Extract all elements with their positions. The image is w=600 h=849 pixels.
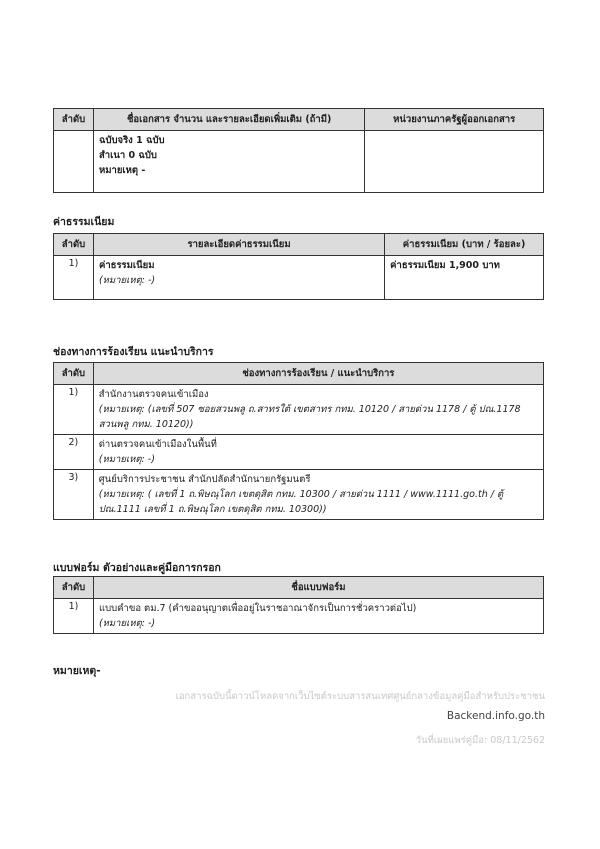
header-form-name: ชื่อแบบฟอร์ม	[93, 577, 543, 599]
fees-section-title: ค่าธรรมเนียม	[53, 216, 115, 228]
footer-site: Backend.info.go.th	[446, 710, 545, 722]
channel-note: (หมายเหตุ: -)	[98, 454, 155, 465]
channel-cell	[93, 435, 543, 470]
issuing-agency	[365, 131, 544, 193]
table-row	[54, 470, 544, 520]
copy-count: สำเนา 0 ฉบับ	[98, 150, 157, 161]
header-fee-amount: ค่าธรรมเนียม (บาท / ร้อยละ)	[385, 234, 544, 256]
header-complaint-channel: ช่องทางการร้องเรียน / แนะนำบริการ	[93, 363, 543, 385]
original-count: ฉบับจริง 1 ฉบับ	[98, 135, 165, 146]
footer-publish-date: วันที่เผยแพร่คู่มือ: 08/11/2562	[415, 735, 545, 746]
channel-cell	[93, 385, 543, 435]
fee-note: (หมายเหตุ: -)	[98, 275, 156, 286]
header-order: ลำดับ	[54, 109, 94, 131]
header-issuing-agency: หน่วยงานภาครัฐผู้ออกเอกสาร	[365, 109, 544, 131]
channel-name: สำนักงานตรวจคนเข้าเมือง	[98, 389, 209, 400]
row-order: 1)	[54, 256, 94, 300]
row-order: 1)	[54, 385, 94, 435]
table-row	[54, 435, 544, 470]
channel-cell	[93, 470, 543, 520]
table-row	[54, 256, 544, 300]
channel-note: (หมายเหตุ: ( เลขที่ 1 ถ.พิษณุโลก เขตดุสิต กทม. 10300 / สายด่วน 1111 / www.1111.go.th / ตู้	[98, 489, 504, 500]
form-note: (หมายเหตุ: -)	[98, 618, 156, 629]
channel-name: ด่านตรวจคนเข้าเมืองในพื้นที่	[98, 439, 217, 450]
channel-note-cont: ปณ.1111 เลขที่ 1 ถ.พิษณุโลก เขตดุสิต กทม. 10300))	[98, 504, 327, 515]
channel-name: ศูนย์บริการประชาชน สำนักปลัดสำนักนายกรัฐมนตรี	[98, 474, 311, 485]
forms-section-title: แบบฟอร์ม ตัวอย่างและคู่มือการกรอก	[53, 562, 221, 574]
document-note: หมายเหตุ -	[98, 165, 146, 176]
header-fee-detail: รายละเอียดค่าธรรมเนียม	[93, 234, 384, 256]
form-cell	[93, 599, 543, 634]
fees-header-row	[54, 234, 544, 256]
fee-detail-label: ค่าธรรมเนียม	[98, 260, 155, 271]
fees-table	[53, 233, 544, 300]
forms-header-row	[54, 577, 544, 599]
documents-header-row	[54, 109, 544, 131]
header-order: ลำดับ	[54, 234, 94, 256]
row-order: 1)	[54, 599, 94, 634]
complaints-header-row	[54, 363, 544, 385]
complaints-table	[53, 362, 544, 520]
row-order: 3)	[54, 470, 94, 520]
row-order: 2)	[54, 435, 94, 470]
remark-label: หมายเหตุ-	[53, 665, 101, 677]
complaints-section-title: ช่องทางการร้องเรียน แนะนำบริการ	[53, 346, 214, 358]
table-row	[54, 131, 544, 193]
header-order: ลำดับ	[54, 577, 94, 599]
forms-table	[53, 576, 544, 634]
fee-detail	[93, 256, 384, 300]
channel-note: (หมายเหตุ: (เลขที่ 507 ซอยสวนพลู ถ.สาทรใต้ เขตสาทร กทม. 10120 / สายด่วน 1178 / ตู้ ปณ.1178	[98, 404, 521, 415]
document-details	[93, 131, 364, 193]
fee-amount	[385, 256, 544, 300]
channel-note-cont: สวนพลู กทม. 10120))	[98, 419, 194, 430]
footer-download-note: เอกสารฉบับนี้ดาวน์โหลดจากเว็บไซต์ระบบสารสนเทศศูนย์กลางข้อมูลคู่มือสำหรับประชาชน	[175, 691, 545, 702]
fee-amount-value: ค่าธรรมเนียม 1,900 บาท	[390, 260, 500, 271]
table-row	[54, 599, 544, 634]
documents-table	[53, 108, 544, 193]
table-row	[54, 385, 544, 435]
header-order: ลำดับ	[54, 363, 94, 385]
header-document-name: ชื่อเอกสาร จำนวน และรายละเอียดเพิ่มเติม (ถ้ามี)	[93, 109, 364, 131]
row-order	[54, 131, 94, 193]
form-name: แบบคำขอ ตม.7 (คำขออนุญาตเพื่ออยู่ในราชอาณาจักรเป็นการชั่วคราวต่อไป)	[98, 603, 417, 614]
